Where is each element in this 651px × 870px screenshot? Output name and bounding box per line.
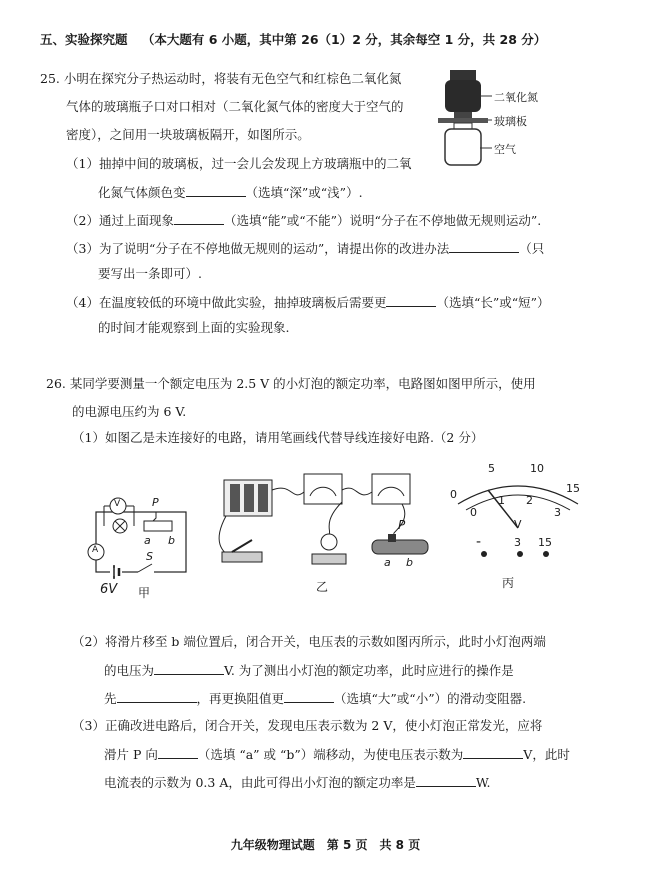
section-note: （本大题有 6 小题，其中第 26（1）2 分，其余每空 1 分，共 28 分） [141, 32, 547, 47]
rheostat-device [372, 540, 428, 554]
rheostat-symbol [144, 521, 172, 531]
q26-p3-text-a: 滑片 P 向 [104, 747, 158, 762]
switch-lever [232, 540, 252, 552]
section-title: 五、实验探究题 [40, 32, 128, 47]
q26-p2-line1: （2）将滑片移至 b 端位置后，闭合开关，电压表的示数如图丙所示，此时小灯泡两端 [72, 634, 546, 649]
jia-label-P: P [152, 496, 159, 509]
q25-stem-line1: 25. 小明在探究分子热运动时，将装有无色空气和红棕色二氧化氮 [40, 71, 402, 86]
q26-p2-text-c: 先 [104, 691, 117, 706]
figure-bing-voltmeter [448, 462, 598, 592]
dial-tick-10: 10 [530, 462, 544, 475]
dial-tick-3: 3 [554, 506, 561, 519]
blank-color[interactable] [186, 184, 246, 197]
blank-resistance[interactable] [284, 690, 334, 703]
upper-bottle-neck [454, 112, 472, 118]
battery-cell-2 [244, 484, 254, 512]
bing-caption: 丙 [502, 576, 515, 590]
lower-bottle-neck [454, 123, 472, 129]
blank-voltage[interactable] [154, 662, 224, 675]
q26-p3-line2 [104, 746, 570, 763]
rheostat-slider-knob [388, 534, 396, 542]
blank-direction[interactable] [158, 746, 198, 759]
q25-p3-text-b: （只 [519, 241, 545, 256]
wire-battery-ammeter [272, 488, 304, 495]
glass-plate [438, 118, 488, 123]
terminal-3 [517, 551, 523, 557]
q26-stem-line1: 26. 某同学要测量一个额定电压为 2.5 V 的小灯泡的额定功率，电路图如图甲所示，使用 [46, 376, 536, 391]
dial-tick-0: 0 [470, 506, 477, 519]
terminal-label-15: 15 [538, 536, 552, 549]
q26-p2-text-d: ，再更换阻值更 [196, 691, 285, 706]
section-header [40, 32, 546, 48]
label-glass-plate: 玻璃板 [494, 115, 527, 128]
dial-tick-5: 5 [488, 462, 495, 475]
q26-stem-line2: 的电源电压约为 6 V. [72, 404, 187, 419]
page-footer: 九年级物理试题 第 5 页 共 8 页 [230, 838, 421, 852]
figure-jia-circuit [80, 492, 200, 602]
jia-caption: 甲 [138, 586, 151, 600]
wire-ammeter-voltmeter [342, 488, 372, 495]
terminal-15 [543, 551, 549, 557]
terminal-neg [481, 551, 487, 557]
jia-label-b: b [168, 534, 175, 547]
jia-label-V: V [114, 499, 121, 509]
q25-p2-text-a: （2）通过上面现象 [66, 213, 174, 228]
switch-gap [138, 567, 154, 577]
q25-p3-text-a: （3）为了说明“分子在不停地做无规则的运动”，请提出你的改进办法 [66, 241, 450, 256]
upper-bottle-body [445, 80, 481, 112]
blank-improve[interactable] [449, 240, 519, 253]
jia-label-S: S [146, 550, 153, 563]
lamp-holder [312, 554, 346, 564]
q25-p1-line1: （1）抽掉中间的玻璃板，过一会儿会发现上方玻璃瓶中的二氧 [66, 156, 412, 171]
label-no2: 二氧化氮 [494, 91, 538, 104]
q26-p2-line3 [104, 690, 526, 707]
jia-label-a: a [144, 534, 151, 547]
wire-ammeter-lamp [329, 502, 342, 534]
q26-p2-line2 [104, 662, 514, 679]
terminal-label-neg: - [476, 534, 482, 550]
battery-cell-3 [258, 484, 268, 512]
yi-caption: 乙 [316, 580, 329, 594]
q25-p4-text-a: （4）在温度较低的环境中做此实验，抽掉玻璃板后需要更 [66, 295, 387, 310]
label-air: 空气 [494, 143, 516, 156]
switch-device [222, 552, 262, 562]
q26-p2-text-b: V. 为了测出小灯泡的额定功率，此时应进行的操作是 [224, 663, 514, 678]
q25-p3-line2: 要写出一条即可）. [98, 266, 202, 281]
q25-p2 [66, 212, 541, 229]
blank-can[interactable] [174, 212, 224, 225]
q26-p3-text-b: （选填 “a” 或 “b”）端移动，为使电压表示数为 [197, 747, 464, 762]
q26-p3-line1: （3）正确改进电路后，闭合开关，发现电压表示数为 2 V，使小灯泡正常发光，应将 [72, 718, 543, 733]
lamp-device [321, 534, 337, 550]
dial-tick-15: 15 [566, 482, 580, 495]
q25-p3-line1 [66, 240, 544, 257]
q25-bottles-figure [430, 68, 560, 178]
q25-p1-text-a: 化氮气体颜色变 [98, 185, 186, 200]
blank-power[interactable] [416, 774, 476, 787]
q25-p4-line2: 的时间才能观察到上面的实验现象. [98, 320, 290, 335]
ammeter-device [304, 474, 342, 504]
q25-p4-text-b: （选填“长”或“短”） [436, 295, 550, 310]
q26-p3-text-c: V，此时 [523, 747, 570, 762]
figure-yi-apparatus [212, 462, 432, 592]
jia-label-source: 6V [100, 582, 118, 597]
q25-p4-line1 [66, 294, 550, 311]
voltmeter-device [372, 474, 410, 504]
lower-bottle-body [445, 129, 481, 165]
dial-tick-1: 1 [498, 494, 505, 507]
battery-cell-1 [230, 484, 240, 512]
q26-p3-line3 [104, 774, 491, 791]
dial-tick-2: 2 [526, 494, 533, 507]
jia-label-A: A [92, 545, 99, 555]
yi-label-P: P [398, 518, 406, 532]
q25-p1-line2 [98, 184, 363, 201]
dial-tick-0-upper: 0 [450, 488, 457, 501]
yi-label-a: a [384, 556, 391, 569]
terminal-label-3: 3 [514, 536, 521, 549]
dial-unit-V: V [514, 518, 522, 531]
yi-label-b: b [406, 556, 413, 569]
q26-p2-text-e: （选填“大”或“小”）的滑动变阻器. [334, 691, 527, 706]
q25-p1-text-b: （选填“深”或“浅”）. [245, 185, 363, 200]
q26-p3-text-e: W. [475, 775, 491, 790]
blank-operation[interactable] [117, 690, 197, 703]
q25-stem-line2: 气体的玻璃瓶子口对口相对（二氧化氮气体的密度大于空气的 [66, 99, 404, 114]
q26-p1: （1）如图乙是未连接好的电路，请用笔画线代替导线连接好电路.（2 分） [72, 430, 484, 445]
blank-time[interactable] [386, 294, 436, 307]
q26-p3-text-d: 电流表的示数为 0.3 A，由此可得出小灯泡的额定功率是 [104, 775, 416, 790]
q25-stem-line3: 密度），之间用一块玻璃板隔开，如图所示。 [66, 127, 310, 142]
q26-p2-text-a: 的电压为 [104, 663, 155, 678]
blank-target-voltage[interactable] [463, 746, 523, 759]
q25-p2-text-b: （选填“能”或“不能”）说明“分子在不停地做无规则运动”. [223, 213, 542, 228]
rheostat-slider [153, 512, 156, 521]
